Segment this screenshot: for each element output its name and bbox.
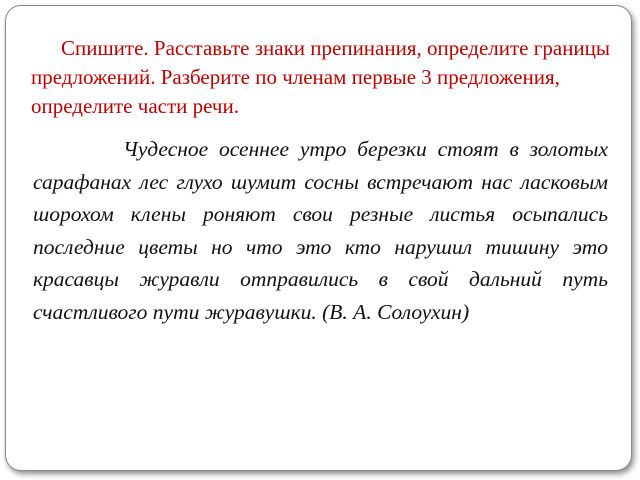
task-instruction: Спишите. Расставьте знаки препинания, определите границы предложений. Разберите по членам первые 3 предложения, определите части речи. [31, 36, 611, 118]
dictation-text: Чудесное осеннее утро березки стоят в золотых сарафанах лес глухо шумит сосны встречают нас ласковым шорохом клены роняют свои резные листья осыпались последние цветы но что это кто нарушил тишину это красавцы журавли отправились в свой дальний путь счастливого пути журавушки. (В. А. Солоухин) [33, 137, 608, 324]
slide-frame [5, 5, 632, 471]
